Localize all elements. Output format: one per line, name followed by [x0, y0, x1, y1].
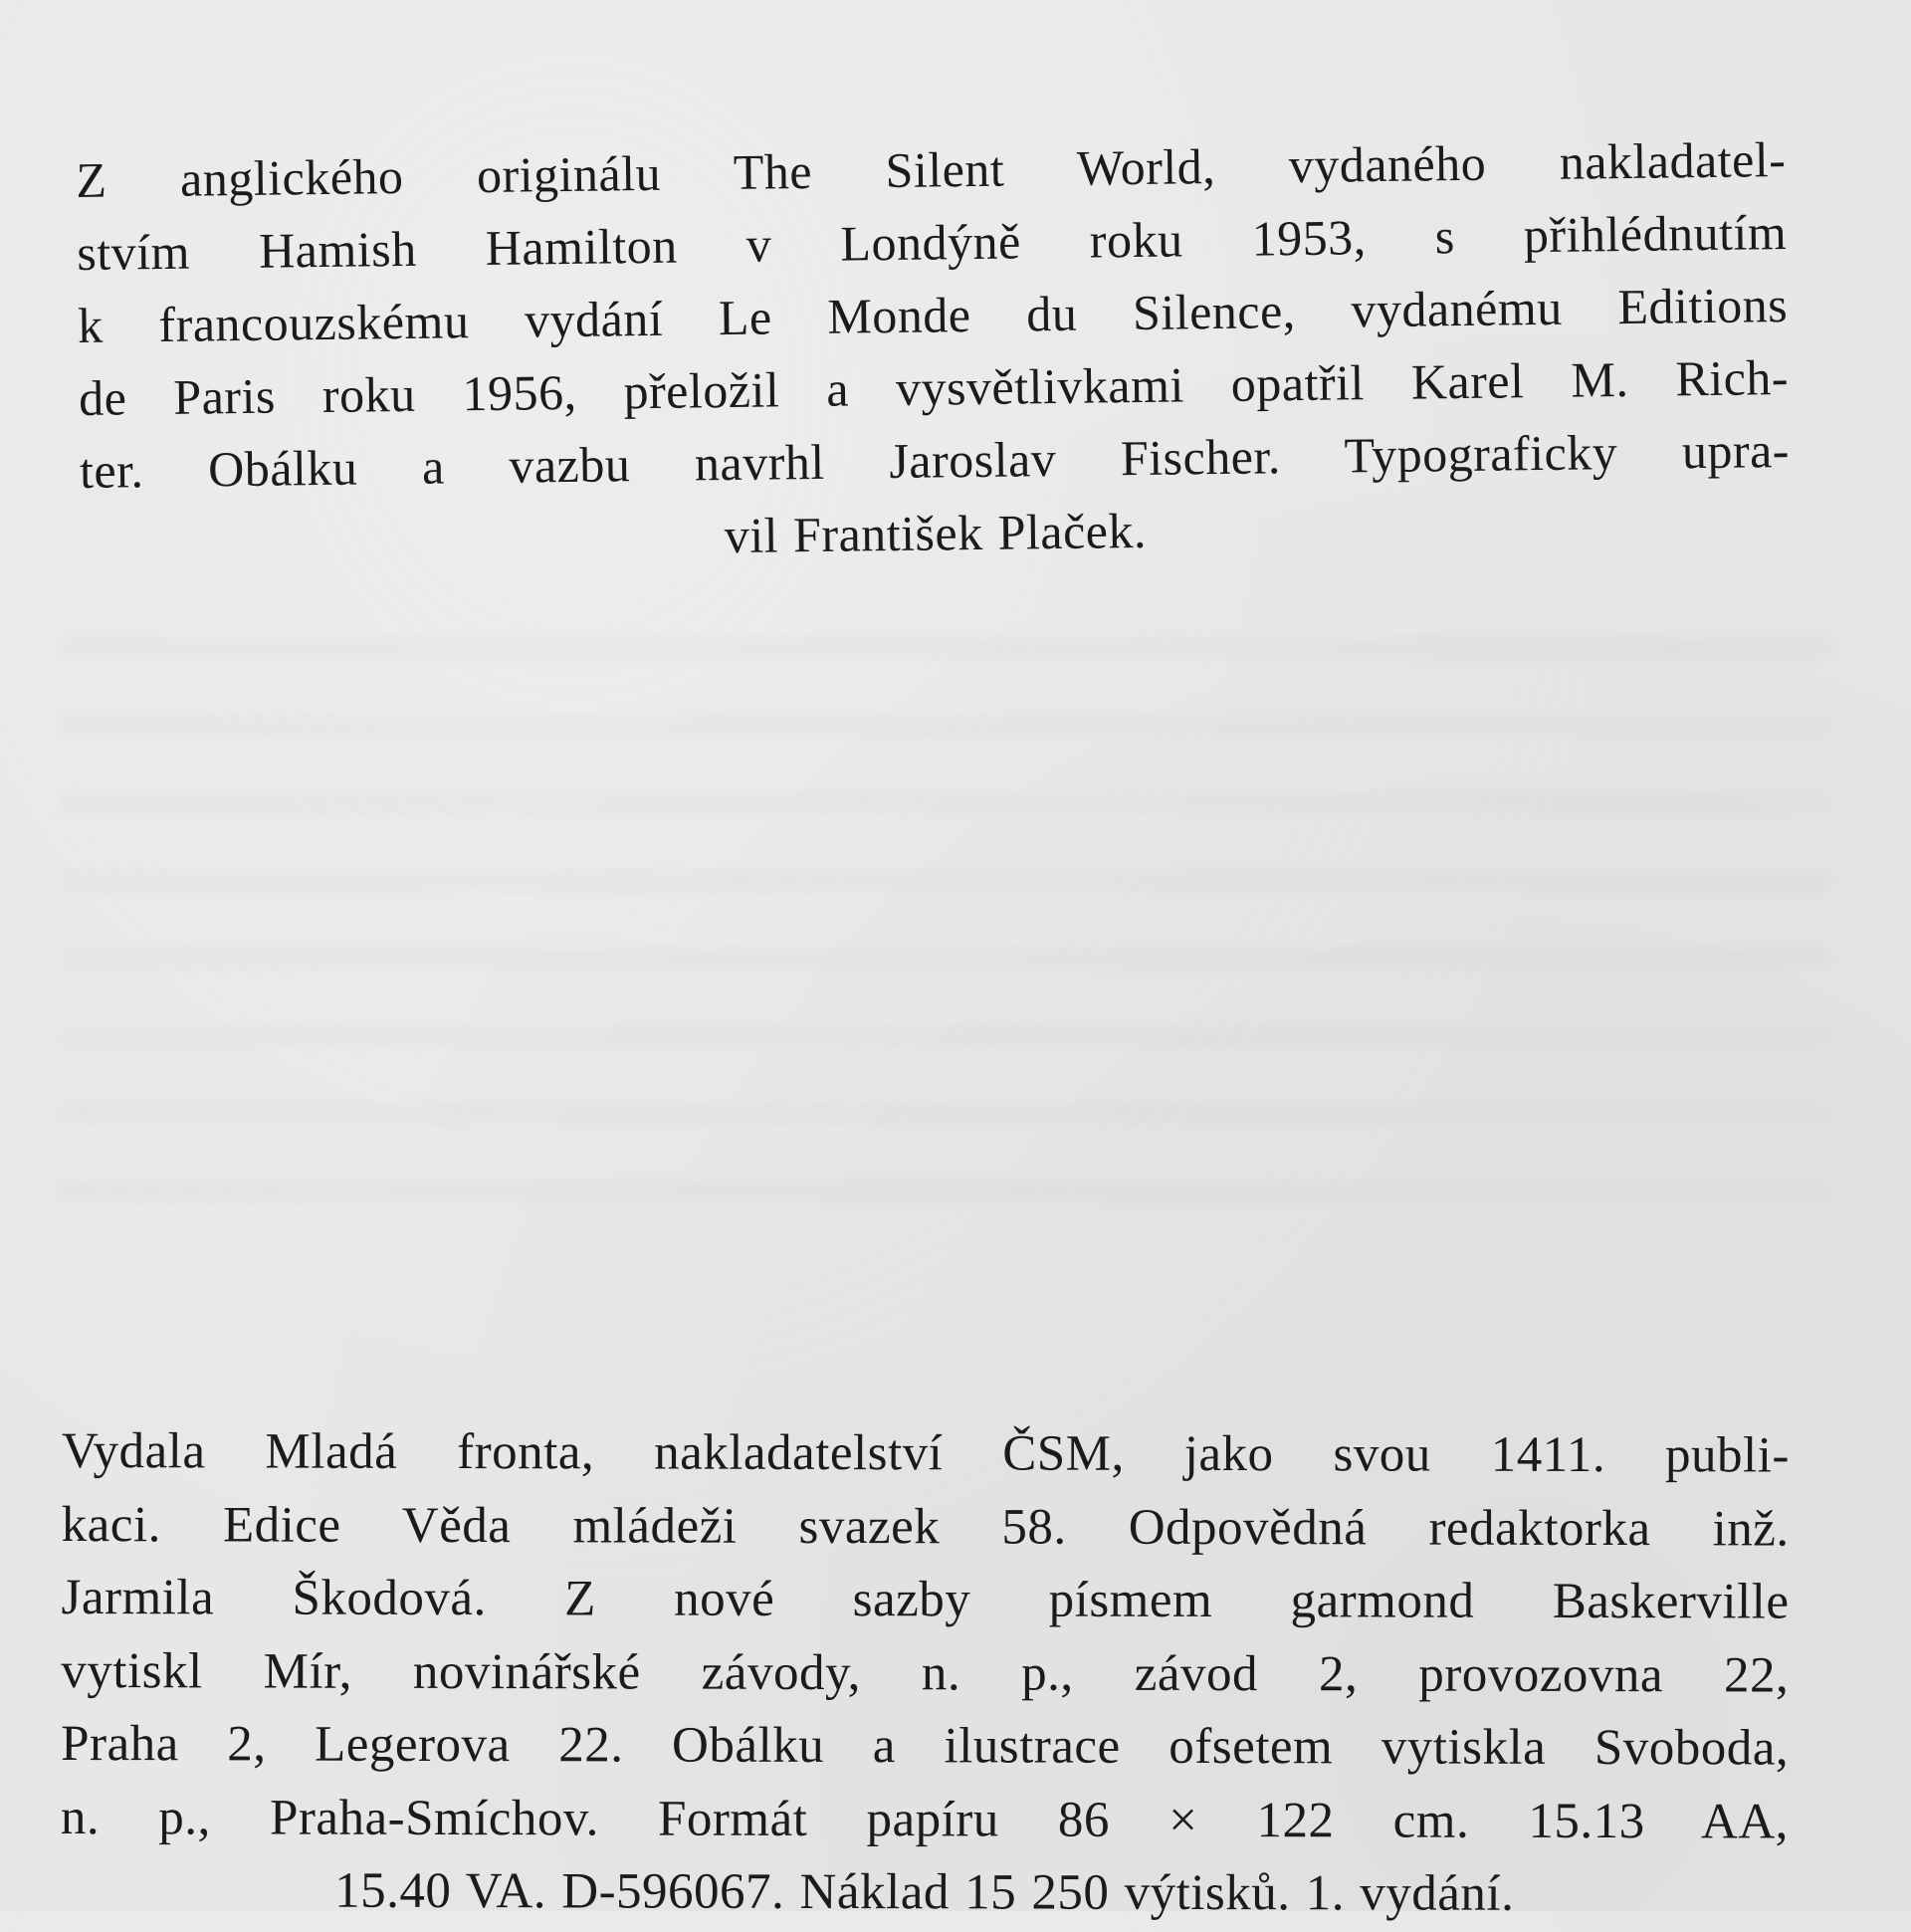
- imprint-line: k francouzskému vydání Le Monde du Silence, vydanému Editions: [77, 276, 1789, 353]
- colophon-line: Praha 2, Legerova 22. Obálku a ilustrace ofsetem vytiskla Svoboda,: [61, 1715, 1790, 1777]
- translation-imprint: [76, 123, 1791, 580]
- imprint-line: Z anglického originálu The Silent World, vydaného nakladatel-: [76, 131, 1787, 208]
- colophon-line: kaci. Edice Věda mládeži svazek 58. Odpovědná redaktorka inž.: [61, 1496, 1790, 1558]
- imprint-line: de Paris roku 1956, přeložil a vysvětlivkami opatřil Karel M. Rich-: [78, 348, 1790, 426]
- colophon-line: Vydala Mladá fronta, nakladatelství ČSM, jako svou 1411. publi-: [61, 1423, 1790, 1484]
- imprint-line-last: vil František Plaček.: [724, 502, 1148, 564]
- colophon-line-last: 15.40 VA. D-596067. Náklad 15 250 výtisků. 1. vydání.: [334, 1862, 1515, 1922]
- colophon-line: Jarmila Škodová. Z nové sazby písmem garmond Baskerville: [61, 1569, 1790, 1630]
- imprint-line: stvím Hamish Hamilton v Londýně roku 1953, s přihlédnutím: [76, 204, 1788, 281]
- show-through-print: [60, 597, 1831, 1234]
- colophon-line: n. p., Praha-Smíchov. Formát papíru 86 × 122 cm. 15.13 AA,: [60, 1789, 1790, 1850]
- publisher-colophon: [61, 1415, 1790, 1932]
- imprint-line: ter. Obálku a vazbu navrhl Jaroslav Fischer. Typograficky upra-: [79, 421, 1791, 499]
- colophon-line: vytiskl Mír, novinářské závody, n. p., závod 2, provozovna 22,: [61, 1642, 1790, 1704]
